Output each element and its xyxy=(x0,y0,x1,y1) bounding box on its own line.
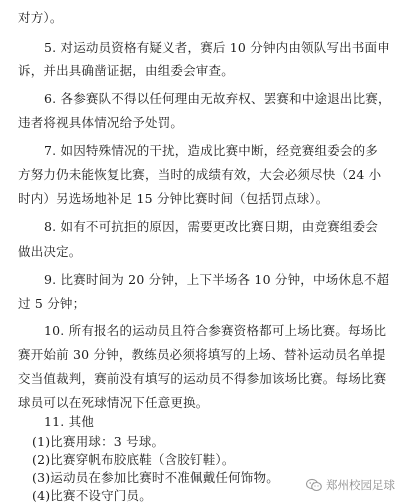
text-line: 8. 如有不可抗拒的原因，需要更改比赛日期，由竞赛组委会 xyxy=(44,219,379,234)
text-line: 对方）。 xyxy=(18,10,63,25)
text-line: 球员可以在死球情况下任意更换。 xyxy=(18,395,209,410)
text-line: 违者将视具体情况给予处罚。 xyxy=(18,115,184,130)
list-item: (2)比赛穿帆布胶底鞋（含胶钉鞋）。 xyxy=(32,452,235,467)
text-line: 7. 如因特殊情况的干扰，造成比赛中断，经竞赛组委会的多 xyxy=(44,143,379,158)
list-item: (3)运动员在参加比赛时不准佩戴任何饰物。 xyxy=(32,470,279,485)
text-line: 6. 各参赛队不得以任何理由无故弃权、罢赛和中途退出比赛， xyxy=(44,91,391,106)
text-line: 方努力仍未能恢复比赛，当时的成绩有效，大会必须尽快（24 小 xyxy=(18,167,382,182)
watermark-label: 郑州校园足球 xyxy=(326,478,395,492)
text-line: 交当值裁判，赛前没有填写的运动员不得参加该场比赛。每场比赛 xyxy=(18,371,387,386)
text-line: 时内）另选场地补足 15 分钟比赛时间（包括罚点球）。 xyxy=(18,191,329,206)
list-item: (4)比赛不设守门员。 xyxy=(32,488,152,503)
text-line: 10. 所有报名的运动员且符合参赛资格都可上场比赛。每场比 xyxy=(44,323,387,338)
text-line: 过 5 分钟； xyxy=(18,296,86,311)
list-item: (1)比赛用球：3 号球。 xyxy=(32,434,165,449)
text-line: 9. 比赛时间为 20 分钟，上下半场各 10 分钟，中场休息不超 xyxy=(44,272,390,287)
text-line: 5. 对运动员资格有疑义者，赛后 10 分钟内由领队写出书面申 xyxy=(44,40,390,55)
watermark xyxy=(303,476,398,494)
text-line: 诉，并出具确凿证据，由组委会审查。 xyxy=(18,63,234,78)
text-line: 做出决定。 xyxy=(18,244,82,259)
section-heading: 11. 其他 xyxy=(44,414,95,429)
text-line: 赛开始前 30 分钟，教练员必须将填写的上场、替补运动员名单提 xyxy=(18,347,386,362)
wechat-icon xyxy=(306,478,322,492)
